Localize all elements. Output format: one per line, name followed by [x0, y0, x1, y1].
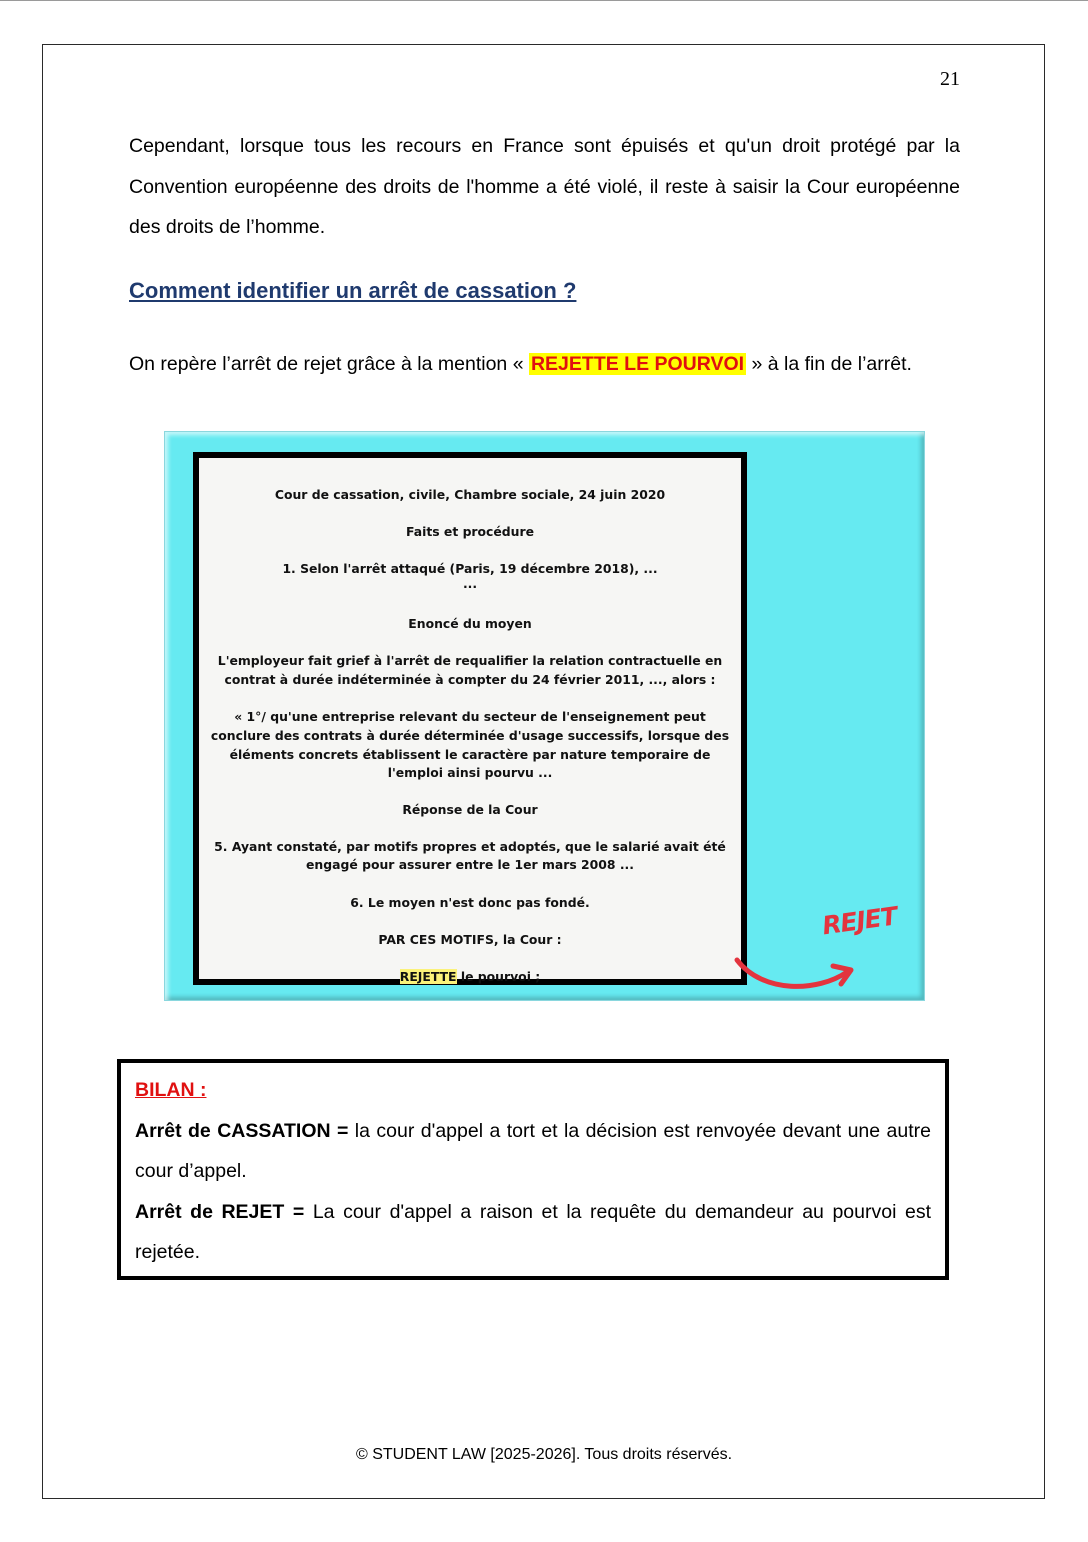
arret-section-faits: Faits et procédure	[405, 524, 535, 539]
dispositif-rest: le pourvoi ;	[456, 969, 541, 984]
arret-figure	[164, 431, 925, 1001]
bilan-content	[135, 1070, 931, 1273]
rejet-text: La cour d'appel a raison et la requête du demandeur au pourvoi est rejetée.	[135, 1200, 931, 1263]
arret-section-moyen: Enoncé du moyen	[408, 616, 532, 631]
rejette-highlight: REJETTE	[399, 969, 457, 984]
arret-line: conclure des contrats à durée déterminée d'usage successifs, lorsque des	[210, 728, 730, 743]
footer-copyright: © STUDENT LAW [2025-2026]. Tous droits réservés.	[355, 1446, 733, 1463]
arret-excerpt	[193, 452, 747, 985]
arret-line: 1. Selon l'arrêt attaqué (Paris, 19 décembre 2018), ...	[282, 561, 658, 576]
rejet-label: Arrêt de REJET =	[135, 1200, 305, 1223]
arret-line: L'employeur fait grief à l'arrêt de requalifier la relation contractuelle en	[217, 653, 723, 668]
rejet-paragraph	[129, 348, 969, 380]
bilan-rejet	[135, 1192, 931, 1273]
rejet-stamp: REJET	[820, 901, 899, 941]
arret-line: l'emploi ainsi pourvu ...	[387, 765, 553, 780]
arret-line: « 1°/ qu'une entreprise relevant du secteur de l'enseignement peut	[234, 709, 706, 724]
arret-line: contrat à durée indéterminée à compter du 24 février 2011, ..., alors :	[224, 672, 716, 687]
page-number: 21	[940, 68, 960, 90]
rejette-le-pourvoi-highlight: REJETTE LE POURVOI	[530, 353, 745, 375]
arret-line: engagé pour assurer entre le 1er mars 2008 ...	[306, 857, 634, 872]
intro-paragraph: Cependant, lorsque tous les recours en France sont épuisés et qu'un droit protégé par la Convention européenne des droits de l'homme a été violé, il reste à saisir la Cour européenne des droits de l’homme.	[129, 135, 960, 238]
arret-dispositif	[199, 968, 741, 987]
arret-line: 5. Ayant constaté, par motifs propres et adoptés, que le salarié avait été	[214, 839, 726, 854]
rejet-text-before: On repère l’arrêt de rejet grâce à la mention «	[129, 353, 529, 375]
bilan-cassation	[135, 1111, 931, 1192]
cassation-label: Arrêt de CASSATION =	[135, 1119, 349, 1142]
arret-ellipsis: ...	[462, 576, 478, 591]
arret-section-reponse: Réponse de la Cour	[402, 802, 538, 817]
cassation-text: la cour d'appel a tort et la décision est renvoyée devant une autre cour d’appel.	[135, 1119, 931, 1182]
rejet-text-after: » à la fin de l’arrêt.	[746, 353, 912, 375]
bilan-box	[117, 1059, 949, 1280]
section-heading: Comment identifier un arrêt de cassation ?	[129, 278, 577, 303]
arret-line: PAR CES MOTIFS, la Cour :	[378, 932, 562, 947]
rejet-arrow-icon	[733, 942, 863, 1002]
top-rule	[0, 0, 1088, 1]
bilan-title: BILAN :	[135, 1079, 207, 1101]
arret-court-title: Cour de cassation, civile, Chambre sociale, 24 juin 2020	[274, 487, 666, 502]
arret-line: 6. Le moyen n'est donc pas fondé.	[350, 895, 590, 910]
arret-line: éléments concrets établissent le caractère par nature temporaire de	[229, 747, 711, 762]
